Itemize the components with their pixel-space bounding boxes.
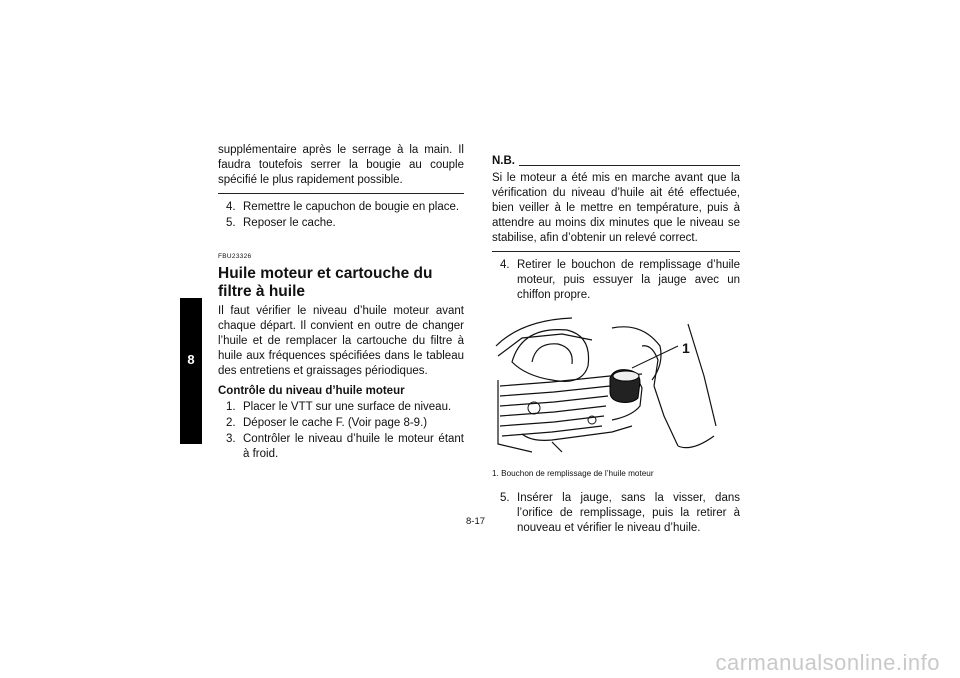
list-item: 4. Retirer le bouchon de remplissage d’huile moteur, puis essuyer la jauge avec un chiffon propre.: [500, 259, 740, 301]
step-list: [492, 491, 740, 536]
body-paragraph: Il faut vérifier le niveau d’huile moteur avant chaque départ. Il convient en outre de changer l’huile et de remplacer la cartouche du filtre à huile aux fréquences spécifiées dans le tableau des entretiens et graissages périodiques.: [218, 305, 464, 377]
list-item: 3. Contrôler le niveau d’huile le moteur étant à froid.: [226, 433, 464, 460]
engine-oil-cap-illustration: [492, 316, 720, 455]
list-item: 1. Placer le VTT sur une surface de niveau.: [226, 401, 452, 413]
divider: [492, 251, 740, 252]
reference-code: FBU23326: [218, 253, 252, 260]
figure-callout-label: 1: [682, 340, 690, 356]
note-label: N.B.: [492, 155, 515, 167]
list-item: 5. Reposer le cache.: [226, 217, 336, 229]
note-line: [519, 165, 740, 166]
list-item: 5. Insérer la jauge, sans la visser, dans l’orifice de remplissage, puis la retirer à nouveau et vérifier le niveau d’huile.: [500, 492, 740, 534]
page-number: 8-17: [466, 516, 486, 527]
intro-paragraph: supplémentaire après le serrage à la main. Il faudra toutefois serrer la bougie au couple spécifié le plus rapidement possible.: [218, 144, 464, 186]
watermark: carmanualsonline.info: [715, 650, 940, 675]
step-list: [218, 200, 464, 231]
right-column: [492, 154, 740, 537]
check-step-list: [218, 400, 464, 462]
chapter-tab: 8: [180, 298, 202, 444]
section-heading: Huile moteur et cartouche du filtre à huile: [218, 265, 433, 300]
note-text: Si le moteur a été mis en marche avant que la vérification du niveau d’huile ait été effectuée, bien veiller à le mettre en température, puis à attendre au moins dix minutes que le niveau se stabilise, afin d’obtenir un relevé correct.: [492, 172, 740, 244]
list-item: 2. Déposer le cache F. (Voir page 8-9.): [226, 417, 428, 429]
step-list: [492, 258, 740, 303]
list-item: 4. Remettre le capuchon de bougie en place.: [226, 201, 460, 213]
divider: [218, 193, 464, 194]
note-header: [492, 154, 740, 169]
left-column: [218, 143, 464, 463]
subsection-heading: Contrôle du niveau d’huile moteur: [218, 385, 405, 397]
figure-caption: 1. Bouchon de remplissage de l’huile moteur: [492, 469, 654, 478]
